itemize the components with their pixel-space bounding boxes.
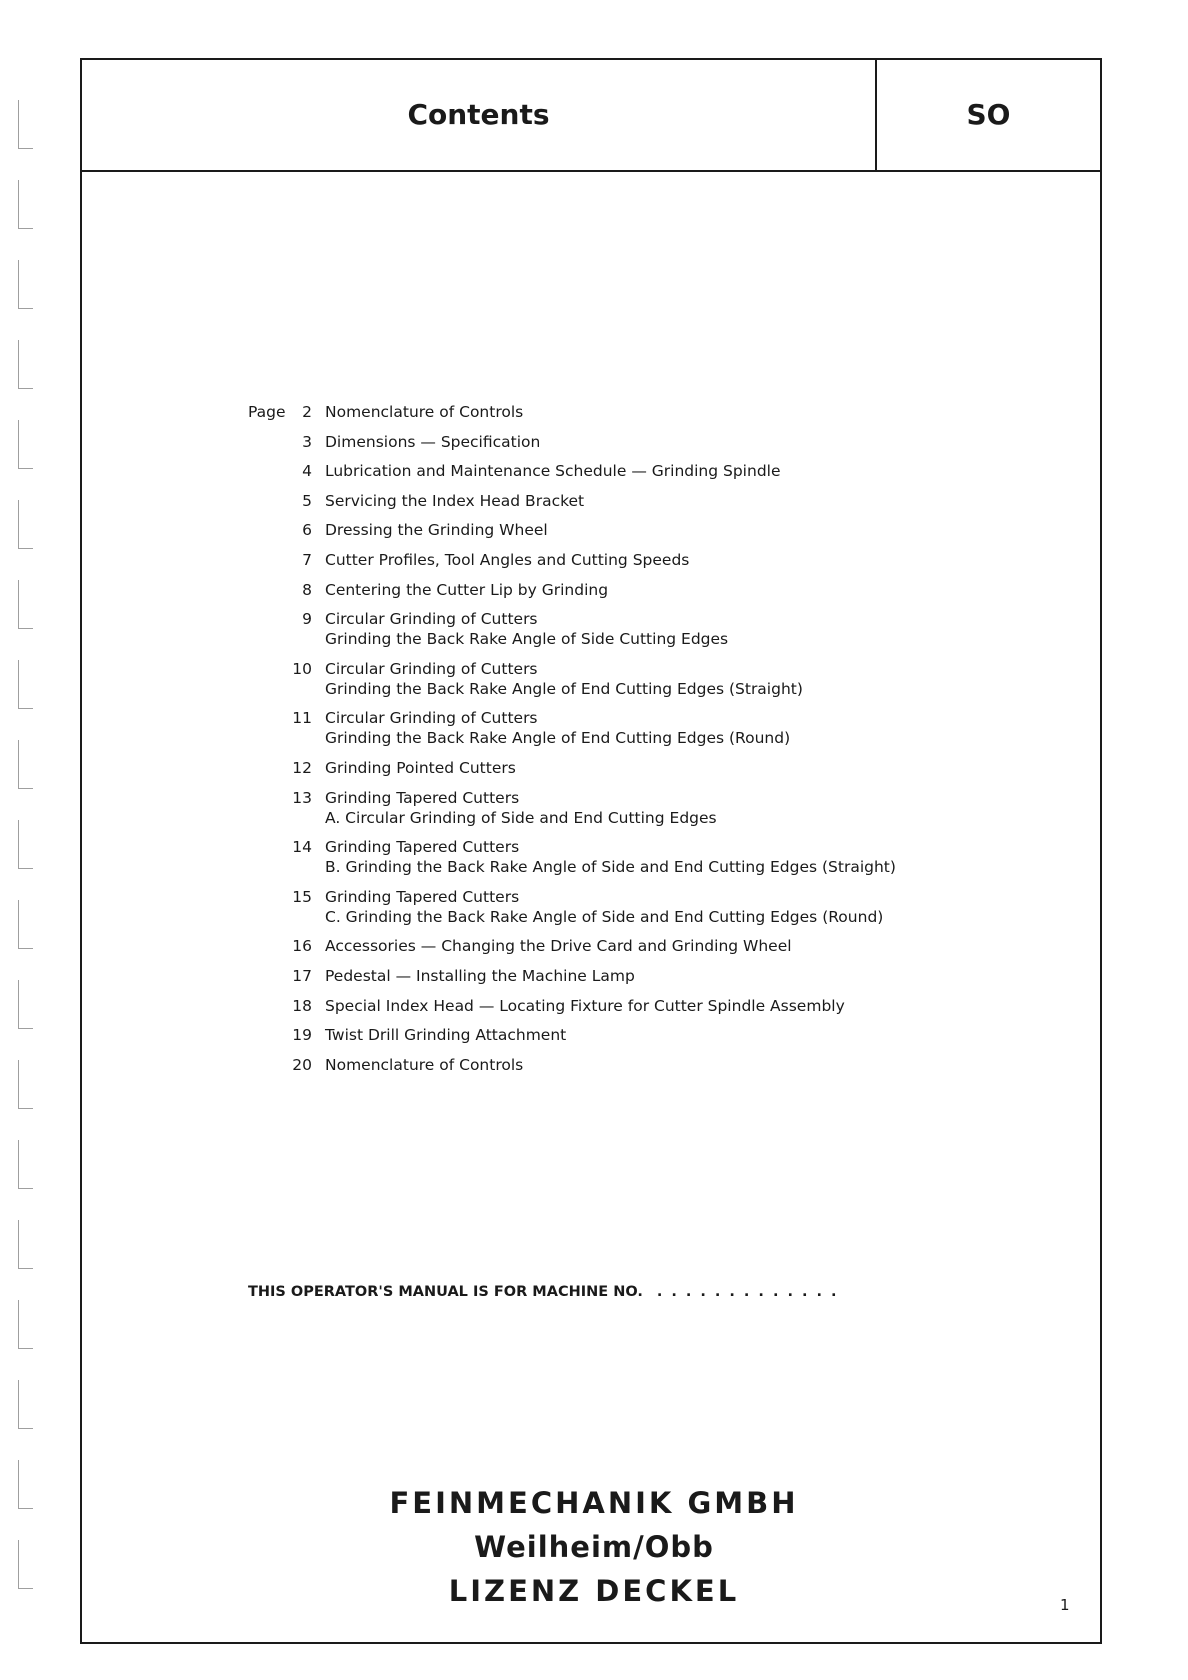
toc-entry-line: B. Grinding the Back Rake Angle of Side and End Cutting Edges (Straight) <box>325 858 896 877</box>
toc-entry-line: Centering the Cutter Lip by Grinding <box>325 580 609 599</box>
toc-entry <box>248 609 968 649</box>
toc-entry-line: Servicing the Index Head Bracket <box>325 491 585 510</box>
toc-page-number: 11 <box>292 709 312 728</box>
header <box>82 60 1100 172</box>
toc-page-number: 10 <box>292 659 312 678</box>
toc-entry-text <box>325 520 968 540</box>
toc-page-number: 20 <box>292 1055 312 1074</box>
toc-entry-text <box>325 580 968 600</box>
toc-entry <box>248 432 968 452</box>
toc-page-number: 16 <box>292 937 312 956</box>
toc-page-number: 12 <box>292 758 312 777</box>
toc-entry-line: Circular Grinding of Cutters <box>325 709 538 728</box>
machine-number-label: THIS OPERATOR'S MANUAL IS FOR MACHINE NO. <box>248 1284 643 1300</box>
toc-entry-text <box>325 1025 968 1045</box>
binding-mark <box>18 580 33 629</box>
toc-entry-line: Accessories — Changing the Drive Card and Grinding Wheel <box>325 937 792 956</box>
toc-page-number: 7 <box>302 550 312 569</box>
binding-mark <box>18 740 33 789</box>
toc-entry <box>248 788 968 828</box>
table-of-contents <box>248 402 968 1084</box>
toc-entry-line: Grinding Tapered Cutters <box>325 887 520 906</box>
binding-mark <box>18 900 33 949</box>
toc-entry-line: Grinding Tapered Cutters <box>325 788 520 807</box>
toc-entry-text <box>325 758 968 778</box>
toc-entry <box>248 1025 968 1045</box>
toc-page-number: 17 <box>292 966 312 985</box>
toc-entry-line: Grinding the Back Rake Angle of End Cutting Edges (Straight) <box>325 679 803 698</box>
toc-entry-text <box>325 659 968 699</box>
toc-entry-text <box>325 1055 968 1075</box>
toc-page-number: 13 <box>292 788 312 807</box>
toc-entry-line: Lubrication and Maintenance Schedule — Grinding Spindle <box>325 462 781 481</box>
toc-entry-line: Dimensions — Specification <box>325 432 541 451</box>
toc-entry <box>248 491 968 511</box>
toc-entry <box>248 936 968 956</box>
toc-entry-text <box>325 708 968 748</box>
toc-entry-text <box>325 936 968 956</box>
toc-entry-line: Grinding the Back Rake Angle of End Cutting Edges (Round) <box>325 729 791 748</box>
toc-entry-line: Circular Grinding of Cutters <box>325 659 538 678</box>
toc-page-number: 15 <box>292 887 312 906</box>
toc-entry <box>248 758 968 778</box>
toc-entry <box>248 659 968 699</box>
machine-number-line <box>248 1284 845 1300</box>
company-location: Weilheim/Obb <box>474 1530 714 1564</box>
toc-entry <box>248 996 968 1016</box>
binding-mark <box>18 1300 33 1349</box>
binding-mark <box>18 420 33 469</box>
toc-page-number: 19 <box>292 1026 312 1045</box>
toc-entry-text <box>325 550 968 570</box>
toc-entry <box>248 966 968 986</box>
toc-entry-text <box>325 402 968 422</box>
binding-mark <box>18 660 33 709</box>
company-name: FEINMECHANIK GMBH <box>389 1486 799 1520</box>
toc-entry-line: Circular Grinding of Cutters <box>325 610 538 629</box>
binding-mark <box>18 100 33 149</box>
toc-page-number: 3 <box>302 432 312 451</box>
binding-mark <box>18 820 33 869</box>
toc-entry-text <box>325 461 968 481</box>
toc-entry-line: Grinding the Back Rake Angle of Side Cutting Edges <box>325 630 729 649</box>
toc-entry-text <box>325 609 968 649</box>
toc-page-number: 9 <box>302 610 312 629</box>
toc-entry-line: Grinding Pointed Cutters <box>325 758 516 777</box>
toc-entry-text <box>325 432 968 452</box>
page-number: 1 <box>1060 1596 1070 1614</box>
toc-entry-text <box>325 837 968 877</box>
toc-page-number: 6 <box>302 521 312 540</box>
company-license: LIZENZ DECKEL <box>448 1574 740 1608</box>
toc-page-number: 8 <box>302 580 312 599</box>
toc-page-number: 4 <box>302 462 312 481</box>
binding-mark <box>18 500 33 549</box>
binding-mark <box>18 1060 33 1109</box>
binding-mark <box>18 1380 33 1429</box>
binding-mark <box>18 1140 33 1189</box>
toc-entry <box>248 402 968 422</box>
toc-page-number: 14 <box>292 838 312 857</box>
toc-page-label: Page <box>248 403 286 421</box>
toc-entry-line: C. Grinding the Back Rake Angle of Side and End Cutting Edges (Round) <box>325 907 884 926</box>
binding-mark <box>18 980 33 1029</box>
toc-entry-text <box>325 887 968 927</box>
toc-entry-line: Cutter Profiles, Tool Angles and Cutting Speeds <box>325 550 690 569</box>
toc-entry <box>248 520 968 540</box>
toc-entry-line: Pedestal — Installing the Machine Lamp <box>325 966 635 985</box>
toc-entry-text <box>325 491 968 511</box>
toc-entry-line: A. Circular Grinding of Side and End Cutting Edges <box>325 808 717 827</box>
toc-page-number: 18 <box>292 996 312 1015</box>
toc-entry-line: Nomenclature of Controls <box>325 403 524 421</box>
toc-entry-line: Dressing the Grinding Wheel <box>325 521 548 540</box>
toc-entry <box>248 580 968 600</box>
page-title: Contents <box>407 98 550 131</box>
binding-mark <box>18 260 33 309</box>
toc-entry <box>248 550 968 570</box>
section-code: SO <box>966 98 1011 131</box>
toc-entry-text <box>325 996 968 1016</box>
binding-marks <box>18 40 38 1640</box>
toc-entry-text <box>325 788 968 828</box>
machine-number-dots: ............. <box>656 1284 846 1300</box>
toc-entry-line: Twist Drill Grinding Attachment <box>325 1026 567 1045</box>
toc-entry <box>248 887 968 927</box>
binding-mark <box>18 180 33 229</box>
toc-entry <box>248 708 968 748</box>
toc-entry <box>248 837 968 877</box>
toc-entry-line: Nomenclature of Controls <box>325 1055 524 1074</box>
binding-mark <box>18 1220 33 1269</box>
toc-entry-line: Grinding Tapered Cutters <box>325 838 520 857</box>
toc-entry-text <box>325 966 968 986</box>
toc-page-number: 5 <box>302 491 312 510</box>
toc-entry-line: Special Index Head — Locating Fixture for Cutter Spindle Assembly <box>325 996 845 1015</box>
binding-mark <box>18 340 33 389</box>
toc-entry <box>248 461 968 481</box>
toc-page-number: 2 <box>302 403 312 421</box>
toc-entry <box>248 1055 968 1075</box>
